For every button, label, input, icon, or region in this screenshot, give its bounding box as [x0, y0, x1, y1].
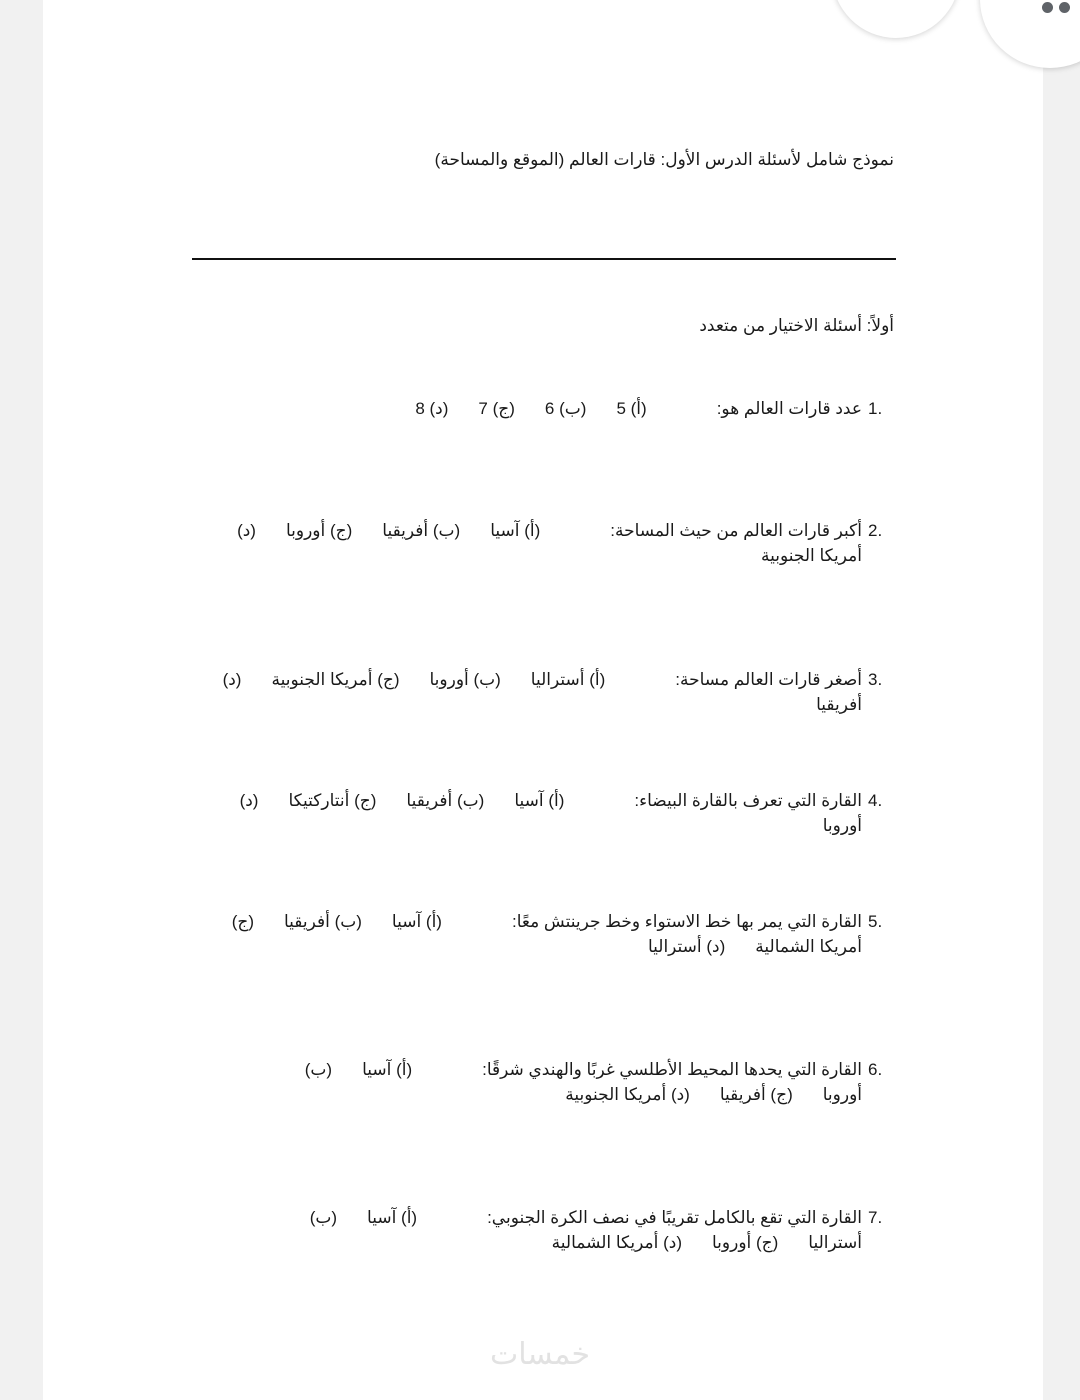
- option-d: (د) أمريكا الشمالية: [551, 1233, 682, 1252]
- option-b: (ب) أوروبا: [429, 670, 501, 689]
- question-text: القارة التي يحدها المحيط الأطلسي غربًا والهندي شرقًا:: [482, 1060, 862, 1079]
- option-d: (د) أمريكا الجنوبية: [237, 521, 862, 565]
- option-b: (ب) 6: [544, 399, 587, 418]
- section-heading: أولاً: أسئلة الاختيار من متعدد: [699, 316, 894, 335]
- option-a: (أ) أستراليا: [530, 670, 606, 689]
- question-2: 2. أكبر قارات العالم من حيث المساحة:(أ) آسيا(ب) أفريقيا(ج) أوروبا(د) أمريكا الجنوبية: [237, 521, 883, 565]
- option-a: (أ) آسيا: [490, 521, 541, 540]
- option-c: (ج) 7: [478, 399, 515, 418]
- option-b: (ب) أوروبا: [304, 1060, 862, 1104]
- question-6: 6. القارة التي يحدها المحيط الأطلسي غربًا والهندي شرقًا:(أ) آسيا(ب) أوروبا(ج) أفريقيا(د) أمريكا الجنوبية: [304, 1060, 883, 1104]
- option-a: (أ) آسيا: [514, 791, 565, 810]
- option-d: (د) أوروبا: [239, 791, 862, 835]
- option-a: (أ) آسيا: [391, 912, 442, 931]
- question-4: 4. القارة التي تعرف بالقارة البيضاء:(أ) آسيا(ب) أفريقيا(ج) أنتاركتيكا(د) أوروبا: [239, 791, 883, 835]
- question-text: القارة التي تقع بالكامل تقريبًا في نصف الكرة الجنوبي:: [487, 1208, 862, 1227]
- option-a: (أ) آسيا: [362, 1060, 413, 1079]
- question-text: أصغر قارات العالم مساحة:: [675, 670, 862, 689]
- option-b: (ب) أفريقيا: [382, 521, 461, 540]
- option-c: (ج) أمريكا الشمالية: [231, 912, 862, 956]
- option-b: (ب) أستراليا: [309, 1208, 862, 1252]
- option-d: (د) أفريقيا: [222, 670, 862, 714]
- option-d: (د) أستراليا: [647, 937, 726, 956]
- question-text: عدد قارات العالم هو:: [716, 399, 862, 418]
- watermark-logo: خمسات: [489, 1338, 591, 1371]
- question-text: القارة التي يمر بها خط الاستواء وخط جرينتش معًا:: [511, 912, 862, 931]
- question-3: 3. أصغر قارات العالم مساحة:(أ) أستراليا(ب) أوروبا(ج) أمريكا الجنوبية(د) أفريقيا: [222, 670, 883, 714]
- option-d: (د) 8: [415, 399, 449, 418]
- option-a: (أ) آسيا: [367, 1208, 418, 1227]
- horizontal-rule: [192, 258, 896, 260]
- question-text: أكبر قارات العالم من حيث المساحة:: [610, 521, 862, 540]
- option-c: (ج) أوروبا: [285, 521, 353, 540]
- more-options-icon[interactable]: [1042, 2, 1070, 13]
- option-c: (ج) أنتاركتيكا: [288, 791, 377, 810]
- question-1: 1. عدد قارات العالم هو:(أ) 5(ب) 6(ج) 7(د) 8: [415, 399, 883, 418]
- option-b: (ب) أفريقيا: [406, 791, 485, 810]
- option-d: (د) أمريكا الجنوبية: [565, 1085, 690, 1104]
- question-text: القارة التي تعرف بالقارة البيضاء:: [634, 791, 862, 810]
- option-c: (ج) أفريقيا: [719, 1085, 793, 1104]
- document-title: نموذج شامل لأسئلة الدرس الأول: قارات العالم (الموقع والمساحة): [434, 150, 894, 169]
- option-b: (ب) أفريقيا: [284, 912, 362, 931]
- question-5: 5. القارة التي يمر بها خط الاستواء وخط جرينتش معًا:(أ) آسيا(ب) أفريقيا(ج) أمريكا الشمالية(د) أستراليا: [231, 912, 883, 956]
- option-c: (ج) أوروبا: [712, 1233, 779, 1252]
- option-c: (ج) أمريكا الجنوبية: [271, 670, 400, 689]
- option-a: (أ) 5: [616, 399, 647, 418]
- question-7: 7. القارة التي تقع بالكامل تقريبًا في نصف الكرة الجنوبي:(أ) آسيا(ب) أستراليا(ج) أوروبا(د) أمريكا الشمالية: [309, 1208, 883, 1252]
